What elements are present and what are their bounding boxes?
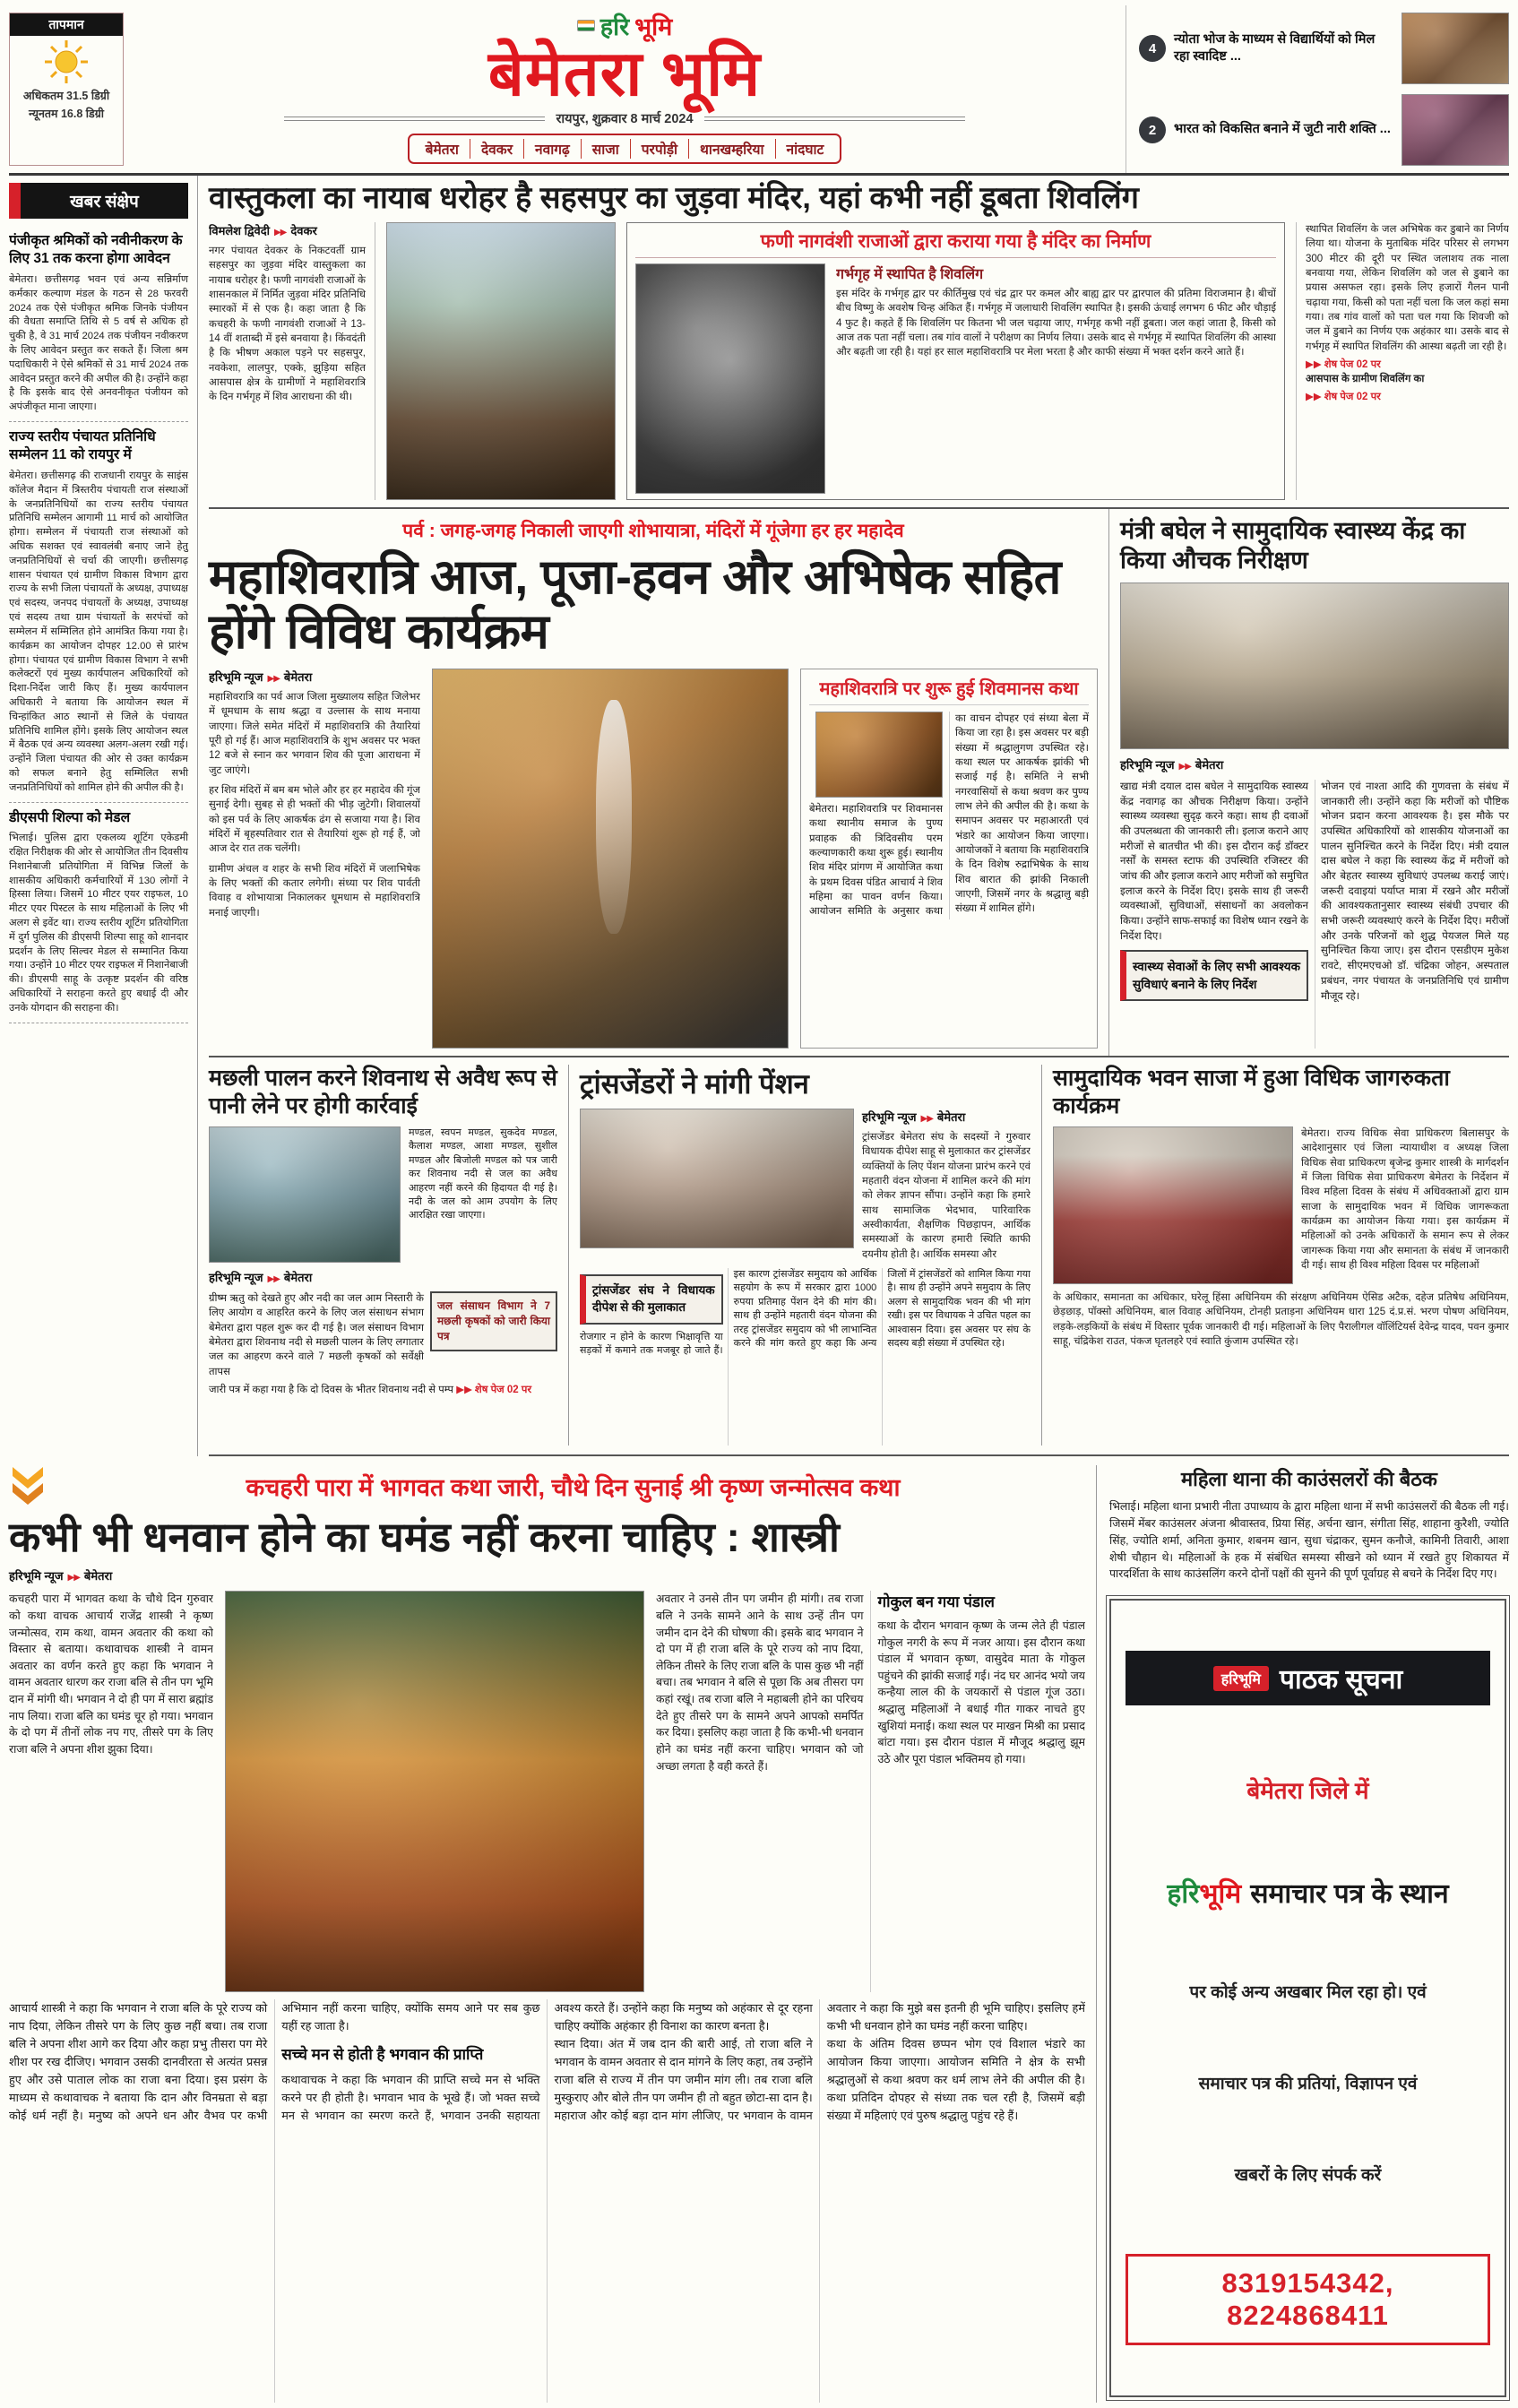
masthead (9, 5, 1509, 176)
city-item[interactable]: देवकर (470, 139, 523, 159)
fish-names-text: मण्डल, स्वपन मण्डल, सुकदेव मण्डल, कैलाश मण्डल, आशा मण्डल, सुशील मण्डल और बिजोली मण्डल को पत्र जारी कर शिवनाथ नदी से जल का अवैध आहरण नहीं करने की हिदायत दी गई है। नदी के जल को आम उपयोग के लिए आरक्षित रखा जाएगा। (409, 1127, 557, 1221)
story-paragraph: के अधिकार, समानता का अधिकार, घरेलू हिंसा अधिनियम की संरक्षण अधिनियम ऐसिड अटैक, दहेज प्रतिषेध अधिनियम, छेड़छाड़, पॉक्सो अधिनियम, बाल विवाह अधिनियम, टोनही प्रताड़ना अधिनियम धारा 125 दं.प्र.सं. भरण पोषण अधिनियम, लड़के-लड़कियों के संबंध में विस्तार पूर्वक जानकारी दी गई। महिलाओं के लिए पैरालीगल वॉलिंटियर्स देवेन्द्र यादव, पवन कुमार साहू, चंद्रिकेश राउत, पंकज घृतलहरे एवं स्वाति कुंजाम उपस्थित रहे। (1053, 1292, 1509, 1347)
ad-brand-row (1167, 1874, 1448, 1911)
reporter-name: हरिभूमि न्यूज (209, 1271, 263, 1284)
teaser-headline: भारत को विकसित बनाने में जुटी नारी शक्ति ... (1174, 122, 1391, 137)
story-paragraph: खाद्य मंत्री दयाल दास बघेल ने सामुदायिक स्वास्थ्य केंद्र नवागढ़ का औचक निरीक्षण किया। उन्होंने स्वास्थ्य व्यवस्था सुदृढ़ करने कहा। साथ ही दवाओं की उपलब्धता की जानकारी ली। इलाज कराने आए मरीजों से बातचीत भी की। इस दौरान कई डॉक्टर नर्सों के समस्त स्टाफ की उपस्थिति रजिस्टर की जांच की और इलाज कराने आए मरीजों को समुचित इलाज करने के निर्देश दिए। इसके साथ ही जरूरी व्यवस्थाओं, सुविधाओं, संसाधनों का अवलोकन किया। उन्होंने साफ-सफाई का विशेष ध्यान रखने के निर्देश दिए। (1120, 780, 1308, 942)
story-paragraph: अवतार ने उनसे तीन पग जमीन ही मांगी। तब राजा बलि ने उनके सामने आने के साथ उन्हें तीन पग जमीन दान देने की घोषणा की। इसके बाद भगवान ने दो पग में ही राजा बलि के पूरे राज्य को नाप दिया, लेकिन तीसरे के लिए राजा बलि के पास कुछ भी नहीं बचा। तब भगवान ने बलि से पूछा कि अब तीसरा पग कहां रखूं। तब राजा बलि ने महाबली होने का परिचय देते हुए तीसरे पग के सामने अपने आपको समर्पित कर दिया। इसलिए कहा जाता है कि कभी-भी धनवान होने का घमंड नहीं करना चाहिए। भगवान को जो अच्छा लगता है वही करते हैं। (656, 1592, 864, 1773)
ad-phone-numbers[interactable]: 8319154342, 8224868411 (1126, 2254, 1490, 2345)
temperature-widget (9, 13, 124, 166)
shivling-photo (635, 263, 825, 494)
story-paragraph: जारी पत्र में कहा गया है कि दो दिवस के भीतर शिवनाथ नदी से पम्प (209, 1384, 454, 1395)
info-box-row (635, 263, 1276, 494)
side-story-photo (815, 712, 943, 798)
brief-item[interactable] (9, 803, 188, 1023)
story-paragraph: ग्रामीण अंचल व शहर के सभी शिव मंदिरों में जलाभिषेक के लिए भक्तों की कतार लगेगी। संध्या पर शिव पार्वती विवाह व शोभायात्रा निकालकर धूमधाम से महाशिवरात्रि मनाई जाएगी। (209, 863, 420, 919)
byline-arrows-icon: ▶▶ (920, 1114, 933, 1124)
katha-photo (225, 1591, 644, 1992)
city-item[interactable]: साजा (581, 139, 630, 159)
city-item[interactable]: बेमेतरा (425, 142, 459, 159)
story-paragraph: भोजन एवं नाश्ता आदि की गुणवत्ता के संबंध में जानकारी ली। उन्होंने कहा कि मरीजों को पौष्टिक भोजन प्रदान करना आवश्यक है। इस मौके पर उपस्थित अधिकारियों को शासकीय योजनाओं का पालन सुनिश्चित करने के निर्देश दिए। मंत्री दयाल दास बघेल ने कहा कि स्वास्थ्य केंद्र में मरीजों को और बेहतर स्वास्थ्य सुविधाएं उपलब्ध कराई जाएं। जरूरी दवाइयां पर्याप्त मात्रा में रखने और मरीजों की आवश्यकतानुसार स्वास्थ्य संबंधी उपचार की सभी जरूरी व्यवस्थाएं करने के निर्देश दिए। मरीजों और उनके परिजनों को शुद्ध पेयजल मिले यह सुनिश्चित किया जाए। इस दौरान एसडीएम मुकेश रावटे, सीएमएचओ डॉ. चंद्रिका जोहन, अस्पताल प्रबंधन, नगर पंचायत के जनप्रतिनिधि एवं ग्रामीण मौजूद रहे। (1321, 780, 1509, 1002)
teaser-headline: न्योता भोज के माध्यम से विद्यार्थियों को मिल रहा स्वादिष्ट ... (1174, 31, 1376, 64)
brief-body: बेमेतरा। छत्तीसगढ़ की राजधानी रायपुर के साइंस कॉलेज मैदान में त्रिस्तरीय पंचायती राज संस्थाओं के जनप्रतिनिधियों का राज्य स्तरीय पंचायत प्रतिनिधि सम्मेलन आगामी 11 मार्च को आयोजित होगा। सम्मेलन में पंचायती राज संस्थाओं को अधिक सशक्त एवं स्वावलंबी बनाए जाने हेतु जनप्रतिनिधियों से चर्चा की जाएगी। छत्तीसगढ़ शासन पंचायत एवं ग्रामीण विकास विभाग द्वारा राज्य के सभी जिला पंचायतों के अध्यक्ष, उपाध्यक्ष एवं सदस्य, जनपद पंचायतों के अध्यक्ष, उपाध्यक्ष एवं सदस्य तथा ग्राम पंचायतों के सरपंचों को सम्मेलन में सम्मिलित होने आमंत्रित किया गया है। कार्यक्रम का आयोजन दोपहर 12.00 से प्रारंभ होगा। पंचायत एवं ग्रामीण विकास विभाग ने सभी कलेक्टरों एवं मुख्य कार्यपालन अधिकारियों को दिशा-निर्देश जारी किए हैं। मुख्य कार्यपालन अधिकारी ने बताया कि आयोजन स्थल में चिन्हांकित आठ स्थानों से जिले के पंचायत प्रतिनिधि शामिल होंगे। इसके लिए आयोजन स्थल में बैठक एवं अन्य व्यवस्था अलग-अलग रखी गई। उन्होंने जिला पंचायत की ओर से उक्त कार्यक्रम को सफल बनाने हेतु सम्मिलित सभी जनप्रतिनिधियों को शामिल होने की अपील की है। (9, 470, 188, 793)
byline-arrows-icon: ▶▶ (267, 1274, 280, 1284)
byline-arrows-icon: ▶▶ (1178, 761, 1191, 772)
tricolor-flag-icon (577, 20, 595, 31)
minister-photo (1120, 583, 1509, 749)
reader-notice-ad (1109, 1599, 1506, 2397)
river-photo (209, 1126, 401, 1263)
byline-place: बेमेतरा (1195, 757, 1224, 772)
bhagwat-kicker: कचहरी पारा में भागवत कथा जारी, चौथे दिन सुनाई श्री कृष्ण जन्मोत्सव कथा (246, 1473, 901, 1501)
bhagwat-lower-columns (9, 1999, 1085, 2403)
story-paragraph: बेमेतरा। राज्य विधिक सेवा प्राधिकरण बिलासपुर के आदेशानुसार एवं जिला न्यायाधीश व अध्यक्ष जिला विधिक सेवा प्राधिकरण बृजेन्द्र कुमार शास्त्री के मार्गदर्शन में जिला विधिक सेवा प्राधिकरण बेमेतरा के निर्देशन में विश्व महिला दिवस के संबंध में अधिवक्ताओं द्वारा ग्राम साजा के सामुदायिक भवन में विधिक जागरूकता कार्यक्रम का आयोजन किया गया। इस कार्यक्रम में महिलाओं को उनके अधिकारों के समान रूप से लेकर जागरूक किया गया और समानता के संबंध में जानकारी दी गई। साथ ही विश्व महिला दिवस पर महिलाओं (1301, 1128, 1509, 1271)
ad-brand-hari: हरि (1167, 1879, 1200, 1910)
city-item[interactable]: नवागढ़ (523, 139, 581, 159)
ad-brand-badge: हरिभूमि (1213, 1666, 1269, 1691)
briefs-header: खबर संक्षेप (9, 183, 188, 219)
byline-place: बेमेतरा (936, 1110, 966, 1124)
continuation-text: स्थापित शिवलिंग के जल अभिषेक कर डुबाने का निर्णय लिया था। योजना के मुताबिक मंदिर परिसर से लगभग 300 मीटर की दूरी पर स्थित जलाशय तक नाला बनवाया गया, लेकिन शिवलिंग को जल से डुबाने का प्रयास असफल रहा। इसके लिए हजारों गैलन पानी चढ़ाया गया, किसी को पता नहीं चला कि जल कहां समा गया। तब गांव वालों को पता चल गया कि शिवजी को जल में डुबाने का निर्णय एक अहंकार था। उसके बाद से गर्भगृह में स्थापित शिवलिंग की आस्था बढ़ती जा रही है। (1306, 224, 1509, 352)
bhagwat-kicker-row (9, 1465, 1085, 1506)
mahila-body: भिलाई। महिला थाना प्रभारी नीता उपाध्याय के द्वारा महिला थाना में सभी काउंसलरों की बैठक ली गई। जिसमें मेंबर काउंसलर अंजना श्रीवास्तव, प्रिया सिंह, अर्चना खान, संगीता सिंह, शाहाना कुरैशी, ज्योति सिंह, ज्योति शर्मा, अनिता कुमार, शबनम खान, सुधा चंद्राकर, सुमन कनौजे, कामिनी तिवारी, आशा शेषी चौहान थे। महिलाओं के हक में संबंधित समस्या सीखने को ध्यान में रखते हुए शिकायत में पारदर्शिता के साथ काउंसलिंग करने दोनों पक्षों की सुनने की पूर्ण पूर्वाग्रह से बचने के निर्देश दिए गए। (1109, 1500, 1509, 1581)
fish-row (209, 1126, 557, 1263)
dateline: रायपुर, शुक्रवार 8 मार्च 2024 (556, 112, 694, 127)
transgender-lead-column (862, 1109, 1031, 1262)
bhagwat-story (9, 1465, 1097, 2403)
mahila-headline: महिला थाना की काउंसलरों की बैठक (1181, 1468, 1437, 1490)
arrows-icon: ▶▶ (456, 1384, 472, 1395)
brief-item[interactable] (9, 422, 188, 803)
reporter-name: हरिभूमि न्यूज (1120, 757, 1175, 772)
byline (1120, 756, 1509, 772)
teaser-number-badge: 2 (1139, 117, 1166, 143)
transgender-headline: ट्रांसजेंडरों ने मांगी पेंशन (580, 1068, 809, 1100)
side-story-title: महाशिवरात्रि पर शुरू हुई शिवमानस कथा (809, 676, 1089, 705)
reporter-name: हरिभूमि न्यूज (862, 1110, 917, 1124)
temperature-min: न्यूनतम 16.8 डिग्री (29, 108, 104, 120)
bottom-right-rail (1109, 1465, 1509, 2403)
transgender-body (580, 1268, 1031, 1446)
ad-text-line: पर कोई अन्य अखबार मिल रहा हो। एवं (1189, 1982, 1427, 2002)
top-story-lead-column (209, 222, 375, 500)
continuation-note: आसपास के ग्रामीण शिवलिंग का (1306, 374, 1425, 385)
bhagwat-columns (656, 1591, 1085, 1992)
brief-item[interactable] (9, 226, 188, 422)
byline-place: देवकर (290, 224, 317, 238)
brief-body: बेमेतरा। छत्तीसगढ़ भवन एवं अन्य सन्निर्माण कर्मकार कल्याण मंडल के गठन से 28 फरवरी 2024 तक ऐसे पंजीकृत श्रमिक जिनके पंजीयन की वैधता समाप्ति तिथि से 5 वर्ष से अधिक हो चुकी है, वे 31 मार्च 2024 तक पंजीयन नवीकरण के लिए आवेदन प्रस्तुत कर सकते हैं। जिला श्रम पदाधिकारी ने ऐसे श्रमिकों से 31 मार्च 2024 तक आवेदन प्रस्तुत करने की अपील की है। उन्होंने कहा है कि इसके बाद ऐसे अनवनीकृत पंजीयन को अपंजीकृत माना जाएगा। (9, 273, 188, 413)
inset-highlight: स्वास्थ्य सेवाओं के लिए सभी आवश्यक सुविधाएं बनाने के लिए निर्देश (1120, 950, 1308, 1001)
brief-body: भिलाई। पुलिस द्वारा एकलव्य शूटिंग एकेडमी रक्षित निरीक्षक की ओर से आयोजित तीन दिवसीय निशानेबाजी प्रतियोगिता में विभिन्न जिलों के शासकीय अधिकारी कर्मचारियों में 130 लोगों ने हिस्सा लिया। जिसमें 10 मीटर एयर राइफल, 10 मीटर एयर पिस्टल के साथ महिलाओं के लिए भी अलग से इवेंट था। राज्य स्तरीय शूटिंग प्रतियोगिता में दुर्ग पुलिस की डीएसपी शिल्पा साहू को शानदार प्रदर्शन के लिए सिल्वर मेडल से सम्मानित किया गया। उन्होंने 10 मीटर एयर राइफल में निशानेबाजी की। डीएसपी साहू के उत्कृष्ट प्रदर्शन की वरिष्ठ अधिकारियों ने सराहना करते हुए बधाई दी और उनके योगदान की सराहना की। (9, 833, 188, 1014)
story-paragraph: आचार्य शास्त्री ने कहा कि भगवान ने राजा बलि के पूरे राज्य को नाप दिया, लेकिन तीसरे पग के लिए कुछ नहीं बचा। तब राजा बलि ने अपना शीश आगे कर दिया और कहा प्रभु तीसरा पग मेरे शीश पर रख दीजिए। भगवान उसकी दानवीरता से अत्यंत प्रसन्न हुए और उसे पाताल लोक का राजा बना दिया। इस प्रसंग के माध्यम से कथावाचक ने बताया कि दान और विनम्रता से बड़ा कोई धर्म नहीं है। मनुष्य को अपने धन और वैभव पर कभी अभिमान नहीं करना चाहिए, क्योंकि समय आने पर सब कुछ यहीं रह जाता है। (9, 2001, 540, 2123)
ad-header (1126, 1651, 1490, 1705)
legal-row (1053, 1126, 1509, 1284)
brief-headline: पंजीकृत श्रमिकों को नवीनीकरण के लिए 31 तक करना होगा आवेदन (9, 233, 183, 267)
story-paragraph: कचहरी पारा में भागवत कथा के चौथे दिन गुरुवार को कथा वाचक आचार्य राजेंद्र शास्त्री ने कृष्ण जन्मोत्सव, राम कथा, वामन अवतार की कथा को विस्तार से बताया। कथावाचक शास्त्री ने वामन अवतार का वर्णन करते हुए कहा कि भगवान ने वामन अवतार धारण कर राजा बलि से तीन पग भूमि दान में मांगी थी। भगवान ने दो ही पग में सारा ब्रह्मांड नाप लिया। राजा बलि का घमंड चूर हो गया। भगवान के दो पग में तीनों लोक नप गए, तीसरे पग के लिए राजा बलि ने अपना शीश झुका दिया। (9, 1592, 213, 1756)
side-story-text: बेमेतरा। महाशिवरात्रि पर शिवमानस कथा स्थानीय समाज के पुण्य प्रवाहक की त्रिदिवसीय परम कल्याणकारी कथा शुरू हुई। स्थानीय शिव मंदिर प्रांगण में आयोजित कथा के प्रथम दिवस पंडित आचार्य ने शिव महिमा का पावन वर्णन किया। आयोजन समिति के अनुसार कथा का वाचन दोपहर एवं संध्या बेला में किया जा रहा है। इस अवसर पर बड़ी संख्या में श्रद्धालुगण उपस्थित रहे। कथा स्थल पर आकर्षक झांकी भी सजाई गई है। समिति ने सभी नगरवासियों से कथा श्रवण कर पुण्य लाभ लेने की अपील की है। कथा के समापन अवसर पर महाआरती एवं भंडारे का आयोजन किया जाएगा। आयोजकों ने बताया कि महाशिवरात्रि के दिन विशेष रुद्राभिषेक के साथ शिव बारात की झांकी निकाली जाएगी, जिसमें नगर के श्रद्धालु बड़ी संख्या में शामिल होंगे। (809, 713, 1089, 918)
byline (209, 1269, 557, 1285)
story-paragraph: रोजगार न होने के कारण भिक्षावृत्ति या सड़कों में कमाने तक मजबूर हो जाते हैं। इस कारण ट्रांसजेंडर समुदाय को आर्थिक सहयोग के रूप में सरकार द्वारा 1000 रुपया प्रतिमाह पेंशन देने की मांग की। साथ ही उन्होंने महतारी वंदन योजना की तरह ट्रांसजेंडर समुदाय को भी लाभान्वित करने की मांग करते हुए कहा कि अन्य जिलों में ट्रांसजेंडरों को शामिल किया गया है। साथ ही उन्होंने अपने समुदाय के लिए अलग से सामुदायिक भवन की भी मांग रखी। इस पर विधायक ने उचित पहल का आश्वासन दिया। इस अवसर पर संघ के सदस्य बड़ी संख्या में उपस्थित रहे। (580, 1268, 1031, 1357)
top-story-continuation-column (1296, 222, 1509, 500)
rule-left (284, 117, 546, 121)
main-content (9, 176, 1509, 1456)
byline (9, 1567, 1085, 1584)
inset-highlight: ट्रांसजेंडर संघ ने विधायक दीपेश से की मुलाकात (580, 1274, 723, 1325)
legal-headline: सामुदायिक भवन साजा में हुआ विधिक जागरुकता कार्यक्रम (1053, 1066, 1450, 1118)
mahila-thana-story (1109, 1465, 1509, 1583)
subhead-gokul: गोकुल बन गया पंडाल (877, 1593, 995, 1611)
byline (209, 222, 366, 238)
reporter-name: हरिभूमि न्यूज (9, 1569, 64, 1584)
substory (836, 263, 1276, 494)
bhagwat-upper-row (9, 1591, 1085, 1992)
sun-icon (43, 39, 90, 85)
minister-story (1109, 509, 1509, 1056)
byline-arrows-icon: ▶▶ (267, 674, 280, 685)
arrows-icon: ▶▶ (1306, 359, 1322, 371)
info-box-title: फणी नागवंशी राजाओं द्वारा कराया गया है मंदिर का निर्माण (635, 229, 1276, 258)
side-story-body (809, 712, 1089, 919)
top-story-headline: वास्तुकला का नायाब धरोहर है सहसपुर का जुड़वा मंदिर, यहां कभी नहीं डूबता शिवलिंग (209, 181, 1139, 215)
temperature-max: अधिकतम 31.5 डिग्री (22, 90, 110, 102)
side-story (800, 669, 1098, 1049)
down-arrows-icon (9, 1465, 47, 1506)
teaser-photo (1402, 13, 1509, 84)
story-paragraph: ट्रांसजेंडर बेमेतरा संघ के सदस्यों ने गुरुवार विधायक दीपेश साहू से मुलाकात कर ट्रांसजेंडर व्यक्तियों के लिए पेंशन योजना प्रारंभ करने एवं महतारी वंदन योजना में शामिल करने की मांग को लेकर ज्ञापन सौंपा। उन्होंने कहा कि हमारे साथ सामाजिक भेदभाव, पारिवारिक अस्वीकार्यता, शैक्षणिक पिछड़ापन, आर्थिक समस्याओं के कारण हमारी स्थिति काफी दयनीय होती है। आर्थिक समस्या और (862, 1132, 1031, 1260)
abhishek-photo (432, 669, 789, 1049)
story-paragraph: कथा के दौरान भगवान कृष्ण के जन्म लेते ही पंडाल गोकुल नगरी के रूप में नजर आया। इस दौरान कथा पंडाल में भगवान कृष्ण, वासुदेव माता के गोकुल पहुंचने की झांकी सजाई गई। नंद घर आनंद भयो जय कन्हैया लाल की के जयकारों से पंडाल गूंज उठा। श्रद्धालु महिलाओं ने बधाई गीत गाकर नाचते हुए खुशियां मनाई। कथा स्थल पर माखन मिश्री का प्रसाद बांटा गया। इस दौरान पंडाल में मौजूद श्रद्धालु झूम उठे और पूरा पंडाल भक्तिमय हो गया। (877, 1618, 1085, 1765)
bottom-band (9, 1456, 1509, 2403)
masthead-center (124, 5, 1126, 173)
byline-place: बेमेतरा (283, 670, 313, 685)
byline-arrows-icon: ▶▶ (67, 1573, 80, 1584)
reporter-name: विमलेश द्विवेदी (209, 224, 270, 238)
mahashivratri-story (209, 509, 1109, 1056)
continued-marker[interactable]: ▶▶ शेष पेज 02 पर (456, 1383, 531, 1397)
story-kicker: पर्व : जगह-जगह निकाली जाएगी शोभायात्रा, मंदिरों में गूंजेगा हर हर महादेव (402, 521, 904, 541)
fish-body (209, 1291, 557, 1446)
city-item[interactable]: परपोड़ी (630, 139, 688, 159)
story-paragraph: ग्रीष्म ऋतु को देखते हुए और नदी का जल आम निस्तारी के लिए आयोग व आहरित करने के लिए जल संसाधन संभाग बेमेतरा द्वारा पहल शुरू कर दी गई है। जल संसाधन विभाग बेमेतरा द्वारा शिवनाथ नदी से मछली पालन के लिए लगातार जल का आहरण करने वाले 7 मछली कृषकों को सर्वेक्षी तापस (209, 1293, 424, 1377)
brief-headline: राज्य स्तरीय पंचायत प्रतिनिधि सम्मेलन 11 को रायपुर में (9, 429, 156, 463)
ad-text-line: समाचार पत्र की प्रतियां, विज्ञापन एवं (1198, 2074, 1418, 2093)
paper-title: बेमेतरा भूमि (487, 39, 762, 108)
story-paragraph: स्थान दिया। अंत में जब दान की बारी आई, तो राजा बलि ने भगवान के वामन अवतार से दान मांगने के लिए कहा, तब उन्होंने राजा बलि से राज्य में तीन पग जमीन मांग ली। तब राजा बलि मुस्कुराए और बोले तीन पग जमीन ही तो बहुत छोटा-सा दान है। महाराज और कोई बड़ा दान मांग लीजिए, पर भगवान के वामन अवतार ने कहा कि मुझे बस इतनी ही भूमि चाहिए। इसलिए हमें कभी भी धनवान होने का घमंड नहीं करना चाहिए। (554, 2001, 1085, 2123)
brand-hari: हरि (599, 13, 630, 40)
story-paragraph: महाशिवरात्रि का पर्व आज जिला मुख्यालय सहित जिलेभर में धूमधाम के साथ श्रद्धा व उल्लास के साथ मनाया जाएगा। जिले समेत मंदिरों में महाशिवरात्रि की तैयारियां पूरी हो गई हैं। आज महाशिवरात्रि के शुभ अवसर पर भक्त 12 बजे से स्नान कर भगवान शिव की पूजा आराधना में जुट जाएंगे। (209, 692, 420, 776)
rule-right (704, 117, 966, 121)
brand-bhumi: भूमि (634, 13, 673, 40)
hall-photo (1053, 1126, 1293, 1284)
brand-logo[interactable] (577, 9, 673, 42)
fish-headline: मछली पालन करने शिवनाथ से अवैध रूप से पानी लेने पर होगी कार्रवाई (209, 1066, 557, 1118)
main-headline: महाशिवरात्रि आज, पूजा-हवन और अभिषेक सहित होंगे विविध कार्यक्रम (209, 550, 1061, 660)
byline (209, 669, 420, 685)
teaser-rail (1126, 5, 1509, 173)
subhead-sachhe: सच्चे मन से होती है भगवान की प्राप्ति (281, 2046, 484, 2064)
dateline-row (284, 109, 965, 127)
ad-intro-line: बेमेतरा जिले में (1246, 1777, 1369, 1805)
cities-nav (408, 134, 842, 164)
lead-text: नगर पंचायत देवकर के निकटवर्ती ग्राम सहसपुर का जुड़वा मंदिर वास्तुकला का नायाब धरोहर है। फणी नागवंशी राजाओं के शासनकाल में निर्मित जुड़वा मंदिर प्रतिनिधि स्मारकों में से एक है। कहा जाता है कि कचहरी के फणी नागवंशी राजाओं ने 13-14 वीं शताब्दी में इसे बनवाया है। किंवदंती है कि भीषण अकाल पड़ने पर सहसपुर, नवकेशा, लालपुर, एक्के, झुड़िया सहित आसपास क्षेत्र के ग्रामीणों ने महाशिवरात्रि के दिन गर्भगृह में शिव आराधना की थी। (209, 246, 366, 403)
continued-marker[interactable]: ▶▶ शेष पेज 02 पर (1306, 392, 1381, 403)
ad-header-text: पाठक सूचना (1279, 1665, 1403, 1696)
inset-highlight: जल संसाधन विभाग ने 7 मछली कृषकों को जारी किया पत्र (430, 1291, 557, 1351)
main-story-text-column (209, 669, 420, 1049)
story-paragraph: कथा के अंतिम दिवस छप्पन भोग एवं विशाल भंडारे का आयोजन किया जाएगा। आयोजन समिति ने क्षेत्र के सभी श्रद्धालुओं से कथा श्रवण कर धर्म लाभ लेने की अपील की है। कथा प्रतिदिन दोपहर से संध्या तक चल रही है, जिसमें बड़ी संख्या में महिलाएं एवं पुरुष श्रद्धालु पहुंच रहे हैं। (826, 2037, 1085, 2123)
temple-photo (386, 222, 616, 500)
story-paragraph: कथावाचक ने कहा कि भगवान की प्राप्ति सच्चे मन से भक्ति करने पर ही होती है। भगवान भाव के भूखे हैं। जो भक्त सच्चे मन से भगवान का स्मरण करते हैं, भगवान उनकी सहायता अवश्य करते हैं। उन्होंने कहा कि मनुष्य को अहंकार से दूर रहना चाहिए क्योंकि अहंकार ही विनाश का कारण बनता है। (281, 2001, 813, 2122)
stories-column (198, 176, 1509, 1456)
transgender-story (569, 1065, 1042, 1446)
byline-place: बेमेतरा (83, 1569, 113, 1584)
group-photo (580, 1109, 854, 1248)
minister-headline: मंत्री बघेल ने सामुदायिक स्वास्थ्य केंद्र का किया औचक निरीक्षण (1120, 517, 1466, 574)
continued-marker[interactable]: ▶▶ शेष पेज 02 पर (1306, 359, 1381, 371)
arrows-icon: ▶▶ (1306, 392, 1322, 403)
minister-body (1120, 780, 1509, 1049)
substory-body: इस मंदिर के गर्भगृह द्वार पर कीर्तिमुख एवं चंद्र द्वार पर कमल और बाह्य द्वार पर द्वारपाल की प्रतिमा विराजमान है। बीचों बीच विष्णु के अवशेष चिन्ह अंकित हैं। गर्भगृह में जलाधारी शिवलिंग स्थापित है। इसकी ऊंचाई लगभग 6 फीट और चौड़ाई 4 फुट है। कहते हैं कि शिवलिंग पर कितना भी जल चढ़ाया जाए, गर्भगृह कभी नहीं डूबता। जल कहां जाता है, किसी को आज तक पता नहीं चला। तब गांव वालों ने परीक्षण का निर्णय लिया। उसके बाद से गर्भगृह में स्थापित शिवलिंग की आस्था और बढ़ती जा रही है। यहां हर साल महाशिवरात्रि पर मेला भरता है और काफी संख्या में भक्त दर्शन करने आते हैं। (836, 289, 1276, 358)
city-item[interactable]: नांदघाट (775, 139, 835, 159)
byline (862, 1109, 1031, 1125)
teaser-number-badge: 4 (1139, 35, 1166, 62)
teaser-item[interactable] (1139, 13, 1509, 84)
top-story-body (209, 222, 1509, 500)
news-brief-rail (9, 176, 198, 1456)
city-item[interactable]: थानखम्हरिया (688, 139, 774, 159)
byline-arrows-icon: ▶▶ (273, 228, 287, 238)
byline-place: बेमेतरा (283, 1271, 313, 1284)
top-story (209, 176, 1509, 509)
teaser-item[interactable] (1139, 94, 1509, 166)
third-band (209, 1057, 1509, 1456)
brief-headline: डीएसपी शिल्पा को मेडल (9, 809, 131, 825)
ad-text-line: खबरों के लिए संपर्क करें (1234, 2165, 1382, 2185)
temple-info-box (626, 222, 1285, 500)
substory-title: गर्भगृह में स्थापित है शिवलिंग (836, 267, 984, 283)
fish-story (209, 1065, 569, 1446)
story-paragraph: हर शिव मंदिरों में बम बम भोले और हर हर महादेव की गूंज सुनाई देगी। सुबह से ही भक्तों की भीड़ जुटेगी। शिवालयों को इस पर्व के लिए आकर्षक ढंग से सजाया गया है। शिव मंदिरों में बृहस्पतिवार रात से तैयारियां शुरू हो गई हैं, जो आज देर रात तक चलेंगी। (209, 785, 420, 855)
temperature-title: तापमान (10, 13, 123, 36)
second-band (209, 509, 1509, 1057)
reporter-name: हरिभूमि न्यूज (209, 670, 263, 685)
bhagwat-headline: कभी भी धनवान होने का घमंड नहीं करना चाहिए : शास्त्री (9, 1514, 840, 1560)
teaser-photo (1402, 94, 1509, 166)
main-story-body (209, 669, 1098, 1049)
transgender-row (580, 1109, 1031, 1262)
legal-awareness-story (1042, 1065, 1509, 1446)
ad-brand-line: समाचार पत्र के स्थान (1250, 1879, 1449, 1910)
ad-brand-bhumi: भूमि (1199, 1879, 1242, 1910)
